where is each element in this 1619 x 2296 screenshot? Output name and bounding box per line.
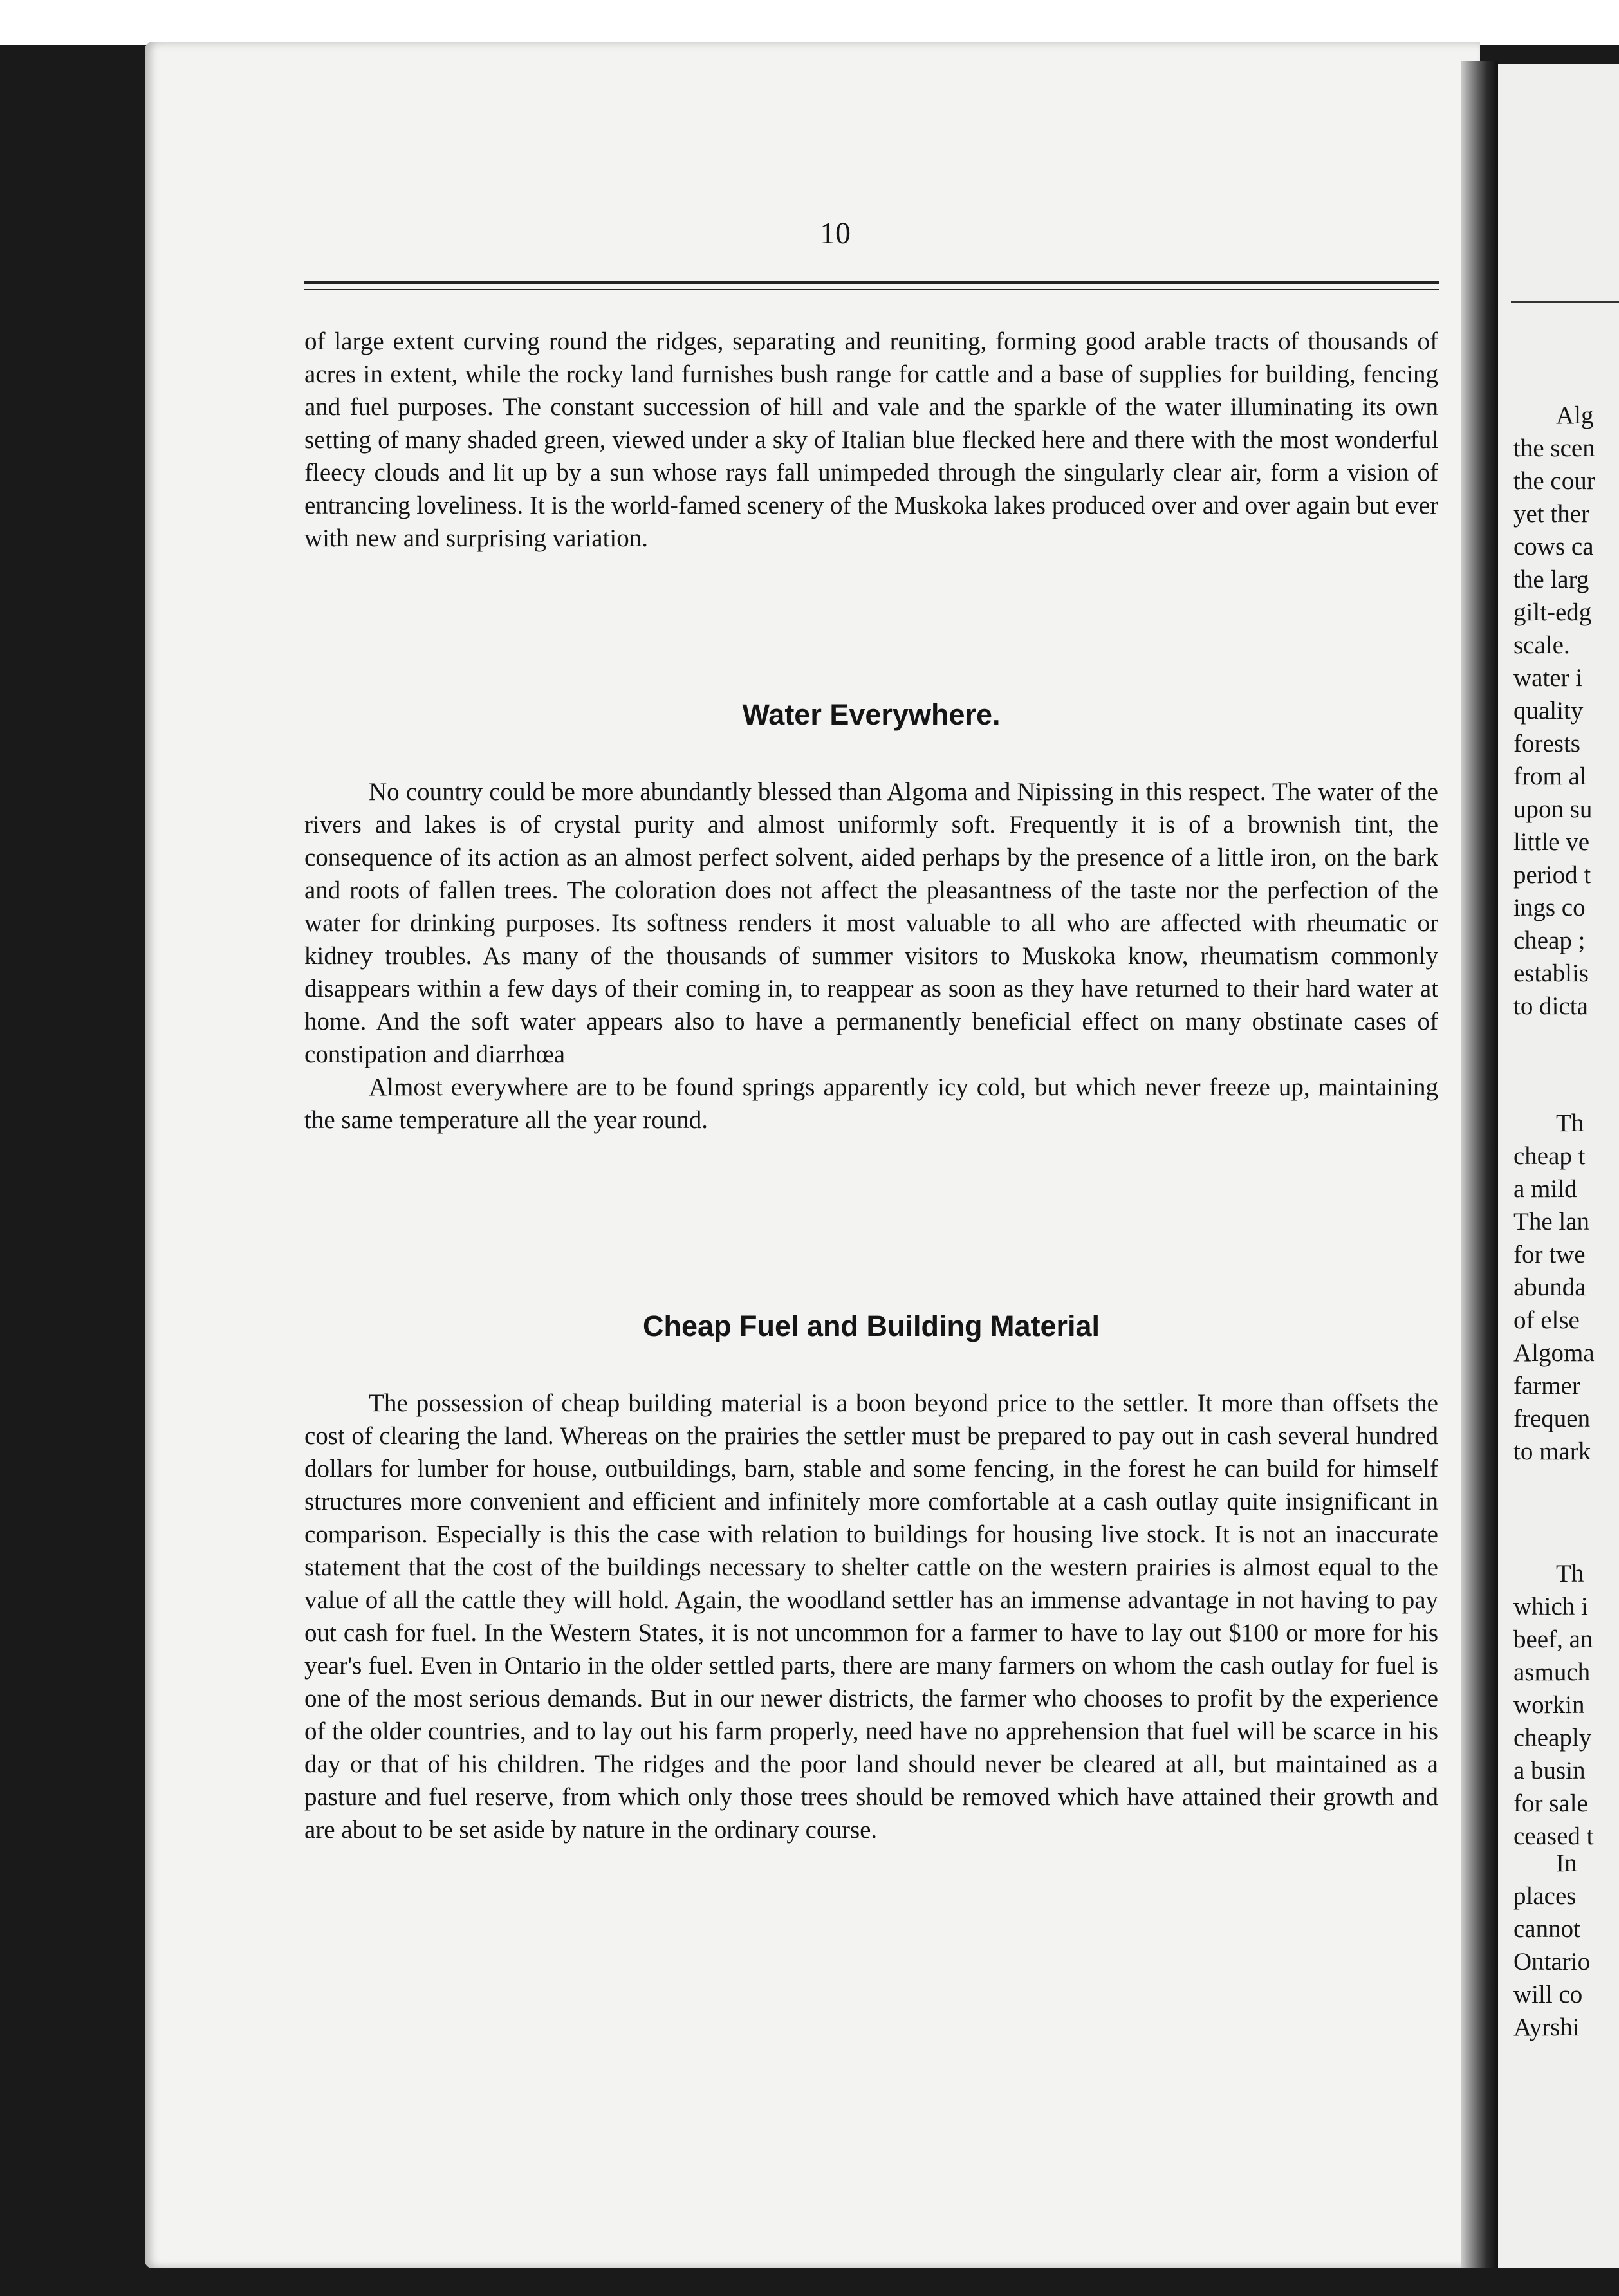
next-page-line-fragment: water i (1513, 664, 1583, 692)
next-page-line-fragment: Ayrshi (1513, 2014, 1580, 2041)
header-rule-thin (304, 289, 1439, 290)
next-page-line-fragment: The lan (1513, 1208, 1590, 1236)
next-page-line-fragment: places (1513, 1882, 1577, 1910)
page-number: 10 (820, 216, 851, 250)
next-page-line-fragment: cheap ; (1513, 927, 1586, 954)
next-page-line-fragment: of else (1513, 1306, 1580, 1334)
next-page-line-fragment: cheap t (1513, 1142, 1586, 1170)
next-page-line-fragment: yet ther (1513, 500, 1590, 528)
next-page-line-fragment: Th (1556, 1109, 1584, 1137)
section-heading-fuel: Cheap Fuel and Building Material (642, 1310, 1100, 1342)
next-page-line-fragment: for sale (1513, 1790, 1588, 1817)
next-page-line-fragment: Th (1556, 1560, 1584, 1588)
header-rule-thick (304, 281, 1439, 284)
next-page-line-fragment: abunda (1513, 1273, 1586, 1301)
paragraph: The possession of cheap building material is a boon beyond price to the settler. It more than offsets the cost of clearing the land. Whereas on the prairies the settler must be prepared to pay out in cash several hundred dollars for lumber for house, outbuildings, barn, stable and some fencing, in the forest he can build for himself structures more convenient and efficient and infinitely more comfortable at a cash outlay quite insignificant in comparison. Especially is this the case with relation to buildings for housing live stock. It is not an inaccurate statement that the cost of the buildings necessary to shelter cattle on the western prairies is almost equal to the value of all the cattle they will hold. Again, the woodland settler has an immense advantage in not having to pay out cash for fuel. In the Western States, it is not uncommon for a farmer to have to lay out $100 or more for his year's fuel. Even in Ontario in the older settled parts, there are many farmers on whom the cash outlay for fuel is one of the most serious demands. But in our newer districts, the farmer who chooses to profit by the experience of the older countries, and to lay out his farm properly, need have no apprehension that fuel will be scarce in his day or that of his children. The ridges and the poor land should never be cleared at all, but maintained as a pasture and fuel reserve, from which only those trees should be removed which have attained their growth and are about to be set aside by nature in the ordinary course. (304, 1389, 1438, 1844)
next-page-line-fragment: gilt-edg (1513, 598, 1592, 626)
next-page-line-fragment: will co (1513, 1981, 1583, 2008)
next-page-line-fragment: cows ca (1513, 533, 1594, 560)
next-page-line-fragment: cannot (1513, 1915, 1580, 1943)
next-page-line-fragment: ings co (1513, 894, 1586, 921)
next-page-line-fragment: asmuch (1513, 1658, 1591, 1686)
paragraph: Almost everywhere are to be found springs apparently icy cold, but which never freeze up, maintaining the same temperature all the year round. (304, 1073, 1438, 1134)
next-page-line-fragment: cheaply (1513, 1724, 1592, 1752)
next-page-line-fragment: ceased t (1513, 1822, 1594, 1850)
paragraph: No country could be more abundantly blessed than Algoma and Nipissing in this respect. The water of the rivers and lakes is of crystal purity and almost uniformly soft. Frequently it is of a brownish tint, the consequence of its action as an almost perfect solvent, aided perhaps by the presence of a little iron, on the bark and roots of fallen trees. The coloration does not affect the pleasantness of the taste nor the perfection of the water for drinking purposes. Its softness renders it most valuable to all who are affected with rheumatic or kidney troubles. As many of the thousands of summer visitors to Muskoka know, rheumatism commonly disappears within a few days of their coming in, to reappear as soon as they have returned to their hard water at home. And the soft water appears also to have a permanently beneficial effect on many obstinate cases of constipation and diarrhœa (304, 778, 1438, 1068)
next-page-line-fragment: the larg (1513, 566, 1589, 593)
next-page-line-fragment: forests (1513, 730, 1580, 757)
book-gutter (1461, 61, 1498, 2268)
scan-border-top (0, 0, 1619, 45)
next-page-line-fragment: to mark (1513, 1438, 1591, 1465)
next-page-line-fragment: period t (1513, 861, 1591, 889)
next-page-line-fragment: Ontario (1513, 1948, 1591, 1976)
next-page-line-fragment: farmer (1513, 1372, 1580, 1400)
next-page-line-fragment: to dicta (1513, 992, 1588, 1020)
intro-text-block (304, 325, 1438, 555)
next-page-line-fragment: establis (1513, 959, 1589, 987)
book-page-right-partial (1498, 64, 1619, 2268)
next-page-line-fragment: the scen (1513, 434, 1595, 462)
next-page-rule (1511, 301, 1619, 303)
next-page-line-fragment: scale. (1513, 631, 1570, 659)
next-page-line-fragment: upon su (1513, 795, 1593, 823)
section-heading-water: Water Everywhere. (742, 698, 1001, 731)
next-page-line-fragment: frequen (1513, 1405, 1591, 1432)
next-page-line-fragment: which i (1513, 1593, 1588, 1620)
next-page-line-fragment: a mild (1513, 1175, 1577, 1203)
next-page-line-fragment: the cour (1513, 467, 1595, 495)
next-page-line-fragment: Algoma (1513, 1339, 1595, 1367)
next-page-line-fragment: In (1556, 1849, 1577, 1877)
next-page-line-fragment: Alg (1556, 402, 1594, 429)
next-page-line-fragment: for twe (1513, 1241, 1586, 1268)
next-page-line-fragment: little ve (1513, 828, 1590, 856)
next-page-line-fragment: workin (1513, 1691, 1585, 1719)
next-page-line-fragment: quality (1513, 697, 1584, 725)
next-page-line-fragment: from al (1513, 763, 1587, 790)
intro-paragraph: of large extent curving round the ridges, separating and reuniting, forming good arable tracts of thousands of acres in extent, while the rocky land furnishes bush range for cattle and a base of supplies for building, fencing and fuel purposes. The constant succession of hill and vale and the sparkle of the water illuminating its own setting of many shaded green, viewed under a sky of Italian blue flecked here and there with the most wonderful fleecy clouds and lit up by a sun whose rays fall unimpeded through the singularly clear air, form a vision of entrancing loveliness. It is the world-famed scenery of the Muskoka lakes produced over and over again but ever with new and surprising variation. (304, 328, 1438, 552)
section-water-text (304, 775, 1438, 1136)
next-page-line-fragment: beef, an (1513, 1625, 1593, 1653)
next-page-line-fragment: a busin (1513, 1757, 1586, 1784)
section-fuel-text (304, 1387, 1438, 1846)
